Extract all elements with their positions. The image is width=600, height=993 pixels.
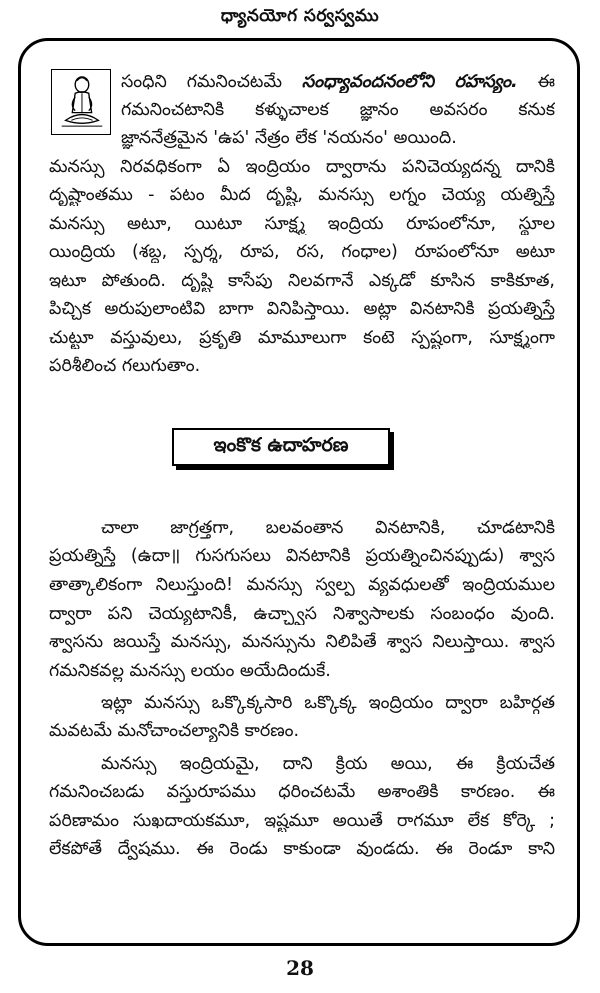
text-line: మవటమే మనోచాంచల్యానికి కారణం. xyxy=(49,721,300,741)
section-heading: ఇంకొక ఉదాహరణ xyxy=(172,428,390,466)
page-frame xyxy=(18,38,580,946)
text-line: ద్వారా పని చెయ్యటానికీ, ఉచ్ఛ్వాస నిశ్వాసాలకు సంబంధం వుంది. xyxy=(49,604,555,624)
text-line: మనస్సు ఇంద్రియమై, దాని క్రియ అయి, ఈ క్రియచేత xyxy=(101,754,555,774)
text-line: ఇట్లా మనస్సు ఒక్కొక్కసారి ఒక్కొక్క ఇంద్రియం ద్వారా బహిర్గత xyxy=(101,693,555,713)
text-line: గమనించబడు వస్తురూపము ధరించటమే అశాంతికి కారణం. ఈ xyxy=(49,782,555,802)
text-line: మనస్సు నిరవధికంగా ఏ ఇంద్రియం ద్వారాను పనిచెయ్యదన్న దానికి xyxy=(49,157,555,177)
meditating-man-icon xyxy=(51,69,111,135)
text-line: సంధిని గమనించటమే సంధ్యావందనంలోని రహస్యం. ఈ xyxy=(121,72,555,92)
text-line: చాలా జాగ్రత్తగా, బలవంతాన వినటానికి, చూడటానికి xyxy=(101,518,555,538)
text-line: లేకపోతే ద్వేషము. ఈ రెండు కాకుండా వుండదు. ఈ రెండూ కాని xyxy=(49,839,555,859)
text-line: దృష్టాంతము - పటం మీద దృష్టి, మనస్సు లగ్నం చెయ్య యత్నిస్తే xyxy=(49,185,555,205)
text-line: పిచ్చిక అరుపులాంటివి బాగా వినిపిస్తాయి. అట్లా వినటానికి ప్రయత్నిస్తే xyxy=(49,299,555,319)
text-line: ప్రయత్నిస్తే (ఉదా॥ గుసగుసలు వినటానికి ప్రయత్నించినప్పుడు) శ్వాస xyxy=(49,546,555,566)
text-line: గమనికవల్ల మనస్సు లయం అయేదిందుకే. xyxy=(49,661,331,681)
text-line: జ్ఞాననేత్రమైన 'ఉప' నేత్రం లేక 'నయనం' అయింది. xyxy=(121,128,457,148)
text-line: మనస్సు అటూ, యిటూ సూక్ష్మ ఇంద్రియ రూపంలోనూ, స్థూల xyxy=(49,214,555,234)
text-line: చుట్టూ వస్తువులు, ప్రకృతి మామూలుగా కంటె స్పష్టంగా, సూక్ష్మంగా xyxy=(49,328,555,348)
text-line: శ్వాసను జయిస్తే మనస్సు, మనస్సును నిలిపితే శ్వాస నిలుస్తాయి. శ్వాస xyxy=(49,632,555,652)
page-number: 28 xyxy=(286,956,314,980)
text-line: పరిశీలించ గలుగుతాం. xyxy=(49,356,201,376)
text-line: యింద్రియ (శబ్ద, స్పర్శ, రూప, రస, గంధాల) రూపంలోనూ అటూ xyxy=(49,242,555,262)
text-line: తాత్కాలికంగా నిలుస్తుంది! మనస్సు స్వల్ప వ్యవధులతో ఇంద్రియముల xyxy=(49,575,555,595)
text-line: గమనించటానికి కళ్ళుచాలక జ్ఞానం అవసరం కనుక xyxy=(121,100,555,120)
running-header: ధ్యానయోగ సర్వస్వము xyxy=(220,6,380,26)
text-line: ఇటూ పోతుంది. దృష్టి కాసేపు నిలవగానే ఎక్కడో కూసిన కాకికూత, xyxy=(49,271,555,291)
text-line: పరిణామం సుఖదాయకమూ, ఇష్టమూ అయితే రాగమూ లేక కోర్కె ; xyxy=(49,811,555,831)
